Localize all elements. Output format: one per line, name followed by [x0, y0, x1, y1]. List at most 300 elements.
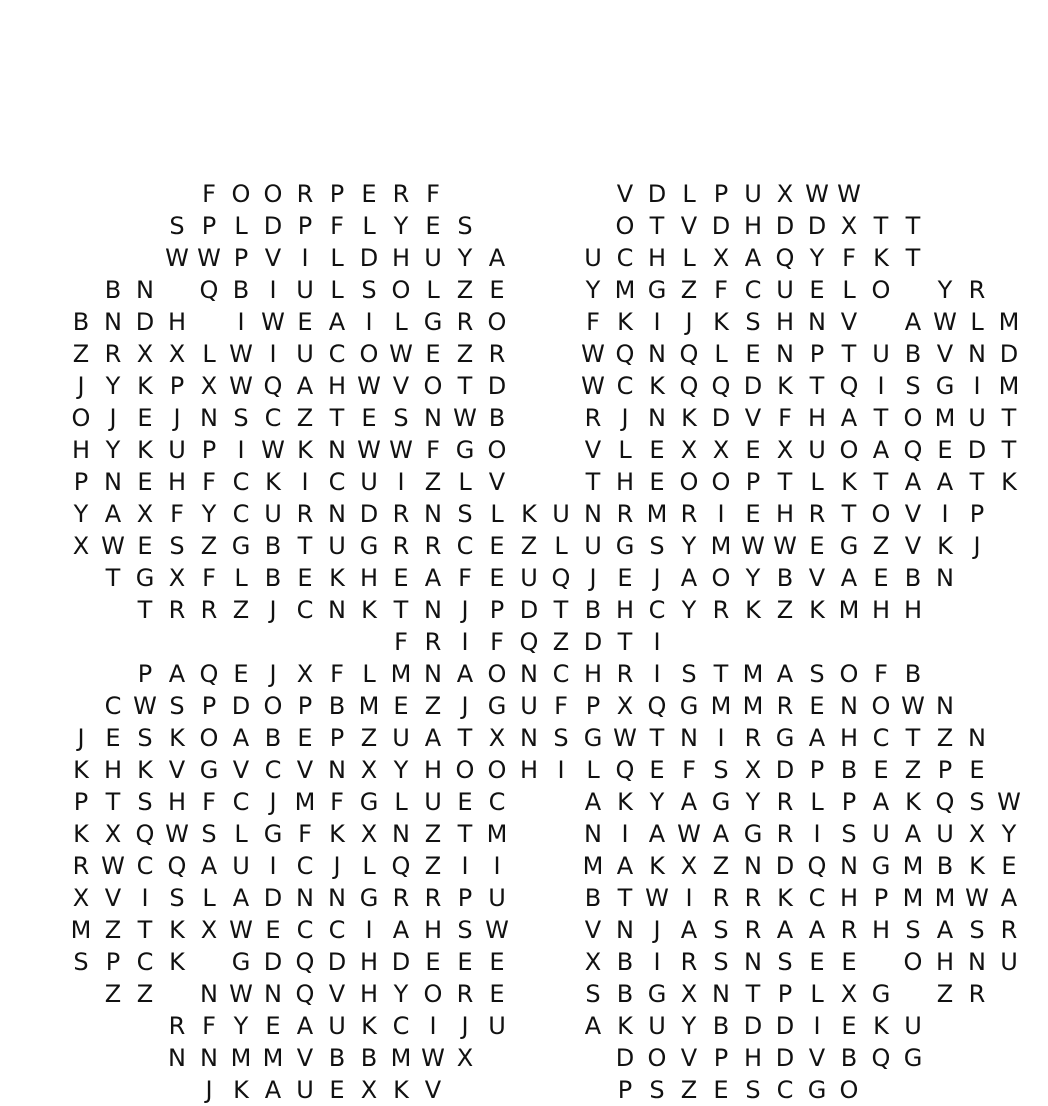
grid-letter[interactable]: A	[808, 916, 826, 944]
grid-letter[interactable]: H	[743, 1044, 763, 1072]
grid-letter[interactable]	[65, 178, 97, 210]
grid-letter[interactable]: P	[617, 1076, 633, 1104]
grid-letter[interactable]: K	[169, 724, 185, 752]
grid-letter[interactable]: D	[967, 436, 987, 464]
grid-letter[interactable]: W	[421, 1044, 445, 1072]
grid-letter[interactable]: E	[745, 436, 761, 464]
grid-letter[interactable]: E	[809, 532, 825, 560]
grid-letter[interactable]	[513, 818, 545, 850]
grid-letter[interactable]	[545, 306, 577, 338]
grid-letter[interactable]: Z	[552, 628, 570, 656]
grid-letter[interactable]	[545, 274, 577, 306]
grid-letter[interactable]	[577, 210, 609, 242]
grid-letter[interactable]: H	[167, 788, 187, 816]
grid-letter[interactable]: K	[361, 1012, 377, 1040]
grid-letter[interactable]	[897, 978, 929, 1010]
grid-letter[interactable]: T	[617, 628, 633, 656]
grid-letter[interactable]: C	[136, 852, 154, 880]
grid-letter[interactable]: E	[1001, 852, 1017, 880]
grid-letter[interactable]: I	[141, 884, 149, 912]
grid-letter[interactable]: G	[743, 820, 763, 848]
grid-letter[interactable]: N	[136, 276, 154, 304]
grid-letter[interactable]: Y	[681, 1012, 697, 1040]
grid-letter[interactable]: Z	[424, 692, 442, 720]
grid-letter[interactable]: L	[394, 308, 408, 336]
grid-letter[interactable]	[545, 978, 577, 1010]
grid-letter[interactable]	[129, 242, 161, 274]
grid-letter[interactable]: H	[167, 468, 187, 496]
grid-letter[interactable]	[513, 882, 545, 914]
grid-letter[interactable]: T	[905, 212, 921, 240]
grid-letter[interactable]: X	[712, 244, 730, 272]
grid-letter[interactable]: L	[554, 532, 568, 560]
grid-letter[interactable]: M	[582, 852, 604, 880]
grid-letter[interactable]: P	[841, 788, 857, 816]
grid-letter[interactable]: Z	[712, 852, 730, 880]
grid-letter[interactable]: Z	[872, 532, 890, 560]
grid-letter[interactable]: I	[621, 820, 629, 848]
grid-letter[interactable]: U	[872, 820, 890, 848]
grid-letter[interactable]: R	[296, 180, 314, 208]
grid-letter[interactable]: G	[615, 532, 635, 560]
grid-letter[interactable]: H	[775, 308, 795, 336]
grid-letter[interactable]: T	[457, 372, 473, 400]
grid-letter[interactable]: B	[776, 564, 794, 592]
grid-letter[interactable]	[865, 946, 897, 978]
grid-letter[interactable]: V	[808, 1044, 826, 1072]
grid-letter[interactable]: X	[744, 756, 762, 784]
grid-letter[interactable]: Q	[807, 852, 827, 880]
grid-letter[interactable]: O	[231, 180, 251, 208]
grid-letter[interactable]: T	[137, 916, 153, 944]
grid-letter[interactable]	[353, 626, 385, 658]
grid-letter[interactable]: T	[457, 820, 473, 848]
grid-letter[interactable]	[545, 402, 577, 434]
grid-letter[interactable]	[129, 626, 161, 658]
grid-letter[interactable]: Y	[457, 244, 473, 272]
grid-letter[interactable]: X	[136, 500, 154, 528]
grid-letter[interactable]	[545, 210, 577, 242]
grid-letter[interactable]: I	[461, 852, 469, 880]
grid-letter[interactable]: C	[808, 884, 826, 912]
grid-letter[interactable]	[129, 178, 161, 210]
grid-letter[interactable]	[513, 178, 545, 210]
grid-letter[interactable]: G	[903, 1044, 923, 1072]
grid-letter[interactable]: G	[231, 532, 251, 560]
grid-letter[interactable]: U	[296, 1076, 314, 1104]
grid-letter[interactable]: C	[328, 340, 346, 368]
grid-letter[interactable]: R	[168, 1012, 186, 1040]
grid-letter[interactable]: P	[457, 884, 473, 912]
grid-letter[interactable]: I	[237, 436, 245, 464]
grid-letter[interactable]: R	[392, 884, 410, 912]
grid-letter[interactable]: F	[202, 1012, 216, 1040]
grid-letter[interactable]: D	[647, 180, 667, 208]
grid-letter[interactable]: B	[584, 884, 602, 912]
grid-letter[interactable]: D	[743, 372, 763, 400]
grid-letter[interactable]: V	[584, 436, 602, 464]
grid-letter[interactable]: L	[714, 340, 728, 368]
grid-letter[interactable]	[97, 1042, 129, 1074]
grid-letter[interactable]: P	[713, 180, 729, 208]
grid-letter[interactable]: F	[874, 660, 888, 688]
grid-letter[interactable]	[865, 178, 897, 210]
grid-letter[interactable]: R	[168, 596, 186, 624]
grid-letter[interactable]: N	[808, 308, 826, 336]
grid-letter[interactable]: U	[328, 532, 346, 560]
grid-letter[interactable]: E	[873, 756, 889, 784]
grid-letter[interactable]: A	[776, 660, 794, 688]
grid-letter[interactable]: M	[390, 1044, 412, 1072]
grid-letter[interactable]: P	[73, 788, 89, 816]
grid-letter[interactable]: Q	[167, 852, 187, 880]
grid-letter[interactable]: A	[840, 404, 858, 432]
grid-letter[interactable]: R	[424, 884, 442, 912]
grid-letter[interactable]: O	[615, 212, 635, 240]
grid-letter[interactable]: V	[104, 884, 122, 912]
grid-letter[interactable]: O	[679, 468, 699, 496]
grid-letter[interactable]: E	[617, 564, 633, 592]
grid-letter[interactable]: H	[935, 948, 955, 976]
grid-letter[interactable]: W	[165, 244, 189, 272]
grid-letter[interactable]: N	[328, 436, 346, 464]
grid-letter[interactable]	[97, 1010, 129, 1042]
grid-letter[interactable]: B	[328, 692, 346, 720]
grid-letter[interactable]: O	[711, 564, 731, 592]
grid-letter[interactable]: K	[137, 436, 153, 464]
grid-letter[interactable]	[65, 594, 97, 626]
grid-letter[interactable]: E	[361, 180, 377, 208]
grid-letter[interactable]: F	[202, 180, 216, 208]
grid-letter[interactable]: P	[297, 692, 313, 720]
grid-letter[interactable]: Z	[936, 980, 954, 1008]
grid-letter[interactable]: D	[327, 948, 347, 976]
grid-letter[interactable]	[481, 210, 513, 242]
grid-letter[interactable]: D	[775, 1044, 795, 1072]
grid-letter[interactable]: R	[72, 852, 90, 880]
grid-letter[interactable]	[129, 1042, 161, 1074]
grid-letter[interactable]	[97, 242, 129, 274]
grid-letter[interactable]: L	[458, 468, 472, 496]
grid-letter[interactable]: D	[359, 500, 379, 528]
grid-letter[interactable]	[545, 850, 577, 882]
grid-letter[interactable]	[65, 274, 97, 306]
grid-letter[interactable]: Q	[679, 372, 699, 400]
grid-letter[interactable]: S	[169, 692, 185, 720]
grid-letter[interactable]: Q	[263, 372, 283, 400]
grid-letter[interactable]: W	[933, 308, 957, 336]
grid-letter[interactable]: N	[392, 820, 410, 848]
grid-letter[interactable]	[513, 434, 545, 466]
grid-letter[interactable]	[545, 914, 577, 946]
grid-letter[interactable]: Q	[135, 820, 155, 848]
grid-letter[interactable]	[257, 626, 289, 658]
grid-letter[interactable]: U	[776, 276, 794, 304]
grid-letter[interactable]: E	[425, 948, 441, 976]
grid-letter[interactable]: G	[359, 532, 379, 560]
grid-letter[interactable]: H	[615, 596, 635, 624]
grid-letter[interactable]	[97, 626, 129, 658]
grid-letter[interactable]: K	[393, 1076, 409, 1104]
grid-letter[interactable]: G	[807, 1076, 827, 1104]
grid-letter[interactable]: J	[621, 404, 629, 432]
grid-letter[interactable]: Z	[232, 596, 250, 624]
grid-letter[interactable]: K	[297, 436, 313, 464]
grid-letter[interactable]: H	[615, 468, 635, 496]
grid-letter[interactable]: R	[200, 596, 218, 624]
grid-letter[interactable]: X	[968, 820, 986, 848]
grid-letter[interactable]: Y	[585, 276, 601, 304]
grid-letter[interactable]: U	[488, 1012, 506, 1040]
grid-letter[interactable]: V	[680, 1044, 698, 1072]
grid-letter[interactable]: I	[397, 468, 405, 496]
grid-letter[interactable]: S	[713, 756, 729, 784]
grid-letter[interactable]	[545, 786, 577, 818]
grid-letter[interactable]: Y	[745, 788, 761, 816]
grid-letter[interactable]: A	[424, 564, 442, 592]
grid-letter[interactable]: S	[393, 404, 409, 432]
grid-letter[interactable]: S	[713, 916, 729, 944]
grid-letter[interactable]: H	[359, 948, 379, 976]
grid-letter[interactable]: N	[968, 948, 986, 976]
grid-letter[interactable]: D	[999, 340, 1019, 368]
grid-letter[interactable]: M	[390, 660, 412, 688]
grid-letter[interactable]: N	[648, 404, 666, 432]
grid-letter[interactable]: W	[357, 372, 381, 400]
grid-letter[interactable]: Y	[393, 212, 409, 240]
grid-letter[interactable]	[289, 626, 321, 658]
grid-letter[interactable]: U	[744, 180, 762, 208]
grid-letter[interactable]: L	[202, 884, 216, 912]
grid-letter[interactable]: B	[584, 596, 602, 624]
grid-letter[interactable]: V	[904, 532, 922, 560]
grid-letter[interactable]: X	[680, 852, 698, 880]
grid-letter[interactable]: O	[71, 404, 91, 432]
grid-letter[interactable]: G	[871, 980, 891, 1008]
grid-letter[interactable]: S	[809, 660, 825, 688]
grid-letter[interactable]: T	[1001, 404, 1017, 432]
grid-letter[interactable]: Z	[456, 276, 474, 304]
grid-letter[interactable]: T	[969, 468, 985, 496]
grid-letter[interactable]: A	[488, 244, 506, 272]
grid-letter[interactable]: V	[488, 468, 506, 496]
grid-letter[interactable]: S	[457, 916, 473, 944]
grid-letter[interactable]: R	[744, 724, 762, 752]
grid-letter[interactable]: E	[649, 468, 665, 496]
grid-letter[interactable]: W	[837, 180, 861, 208]
grid-letter[interactable]: L	[330, 244, 344, 272]
grid-letter[interactable]: G	[263, 820, 283, 848]
grid-letter[interactable]: O	[199, 724, 219, 752]
grid-letter[interactable]: Y	[809, 244, 825, 272]
grid-letter[interactable]: F	[458, 564, 472, 592]
grid-letter[interactable]: C	[328, 916, 346, 944]
grid-letter[interactable]: A	[840, 564, 858, 592]
grid-letter[interactable]: R	[296, 500, 314, 528]
grid-letter[interactable]: Q	[615, 756, 635, 784]
grid-letter[interactable]: R	[744, 884, 762, 912]
grid-letter[interactable]: E	[649, 436, 665, 464]
grid-letter[interactable]	[513, 402, 545, 434]
grid-letter[interactable]: S	[73, 948, 89, 976]
grid-letter[interactable]: O	[903, 948, 923, 976]
grid-letter[interactable]	[449, 178, 481, 210]
grid-letter[interactable]: P	[201, 436, 217, 464]
grid-letter[interactable]: V	[808, 564, 826, 592]
grid-letter[interactable]: G	[199, 756, 219, 784]
grid-letter[interactable]: A	[104, 500, 122, 528]
grid-letter[interactable]: R	[424, 628, 442, 656]
grid-letter[interactable]: G	[423, 308, 443, 336]
grid-letter[interactable]	[129, 210, 161, 242]
grid-letter[interactable]: Z	[424, 852, 442, 880]
grid-letter[interactable]: S	[777, 948, 793, 976]
grid-letter[interactable]: L	[682, 180, 696, 208]
grid-letter[interactable]: A	[904, 308, 922, 336]
grid-letter[interactable]: T	[297, 532, 313, 560]
grid-letter[interactable]	[513, 946, 545, 978]
grid-letter[interactable]: X	[776, 180, 794, 208]
grid-letter[interactable]	[929, 242, 961, 274]
grid-letter[interactable]	[545, 946, 577, 978]
grid-letter[interactable]: M	[486, 820, 508, 848]
grid-letter[interactable]: I	[429, 1012, 437, 1040]
grid-letter[interactable]: W	[453, 404, 477, 432]
grid-letter[interactable]	[161, 178, 193, 210]
grid-letter[interactable]: E	[297, 308, 313, 336]
grid-letter[interactable]: A	[456, 660, 474, 688]
grid-letter[interactable]	[513, 1074, 545, 1106]
grid-letter[interactable]: R	[680, 948, 698, 976]
grid-letter[interactable]: O	[871, 692, 891, 720]
grid-letter[interactable]: B	[712, 1012, 730, 1040]
grid-letter[interactable]: F	[490, 628, 504, 656]
grid-letter[interactable]: S	[649, 1076, 665, 1104]
grid-letter[interactable]: O	[487, 308, 507, 336]
grid-letter[interactable]: O	[487, 436, 507, 464]
grid-letter[interactable]	[545, 1010, 577, 1042]
grid-letter[interactable]: F	[202, 788, 216, 816]
grid-letter[interactable]: Y	[73, 500, 89, 528]
grid-letter[interactable]: C	[872, 724, 890, 752]
grid-letter[interactable]: N	[200, 980, 218, 1008]
grid-letter[interactable]: P	[329, 724, 345, 752]
grid-letter[interactable]: U	[904, 1012, 922, 1040]
grid-letter[interactable]: H	[871, 596, 891, 624]
grid-letter[interactable]: H	[775, 500, 795, 528]
grid-letter[interactable]: F	[426, 436, 440, 464]
grid-letter[interactable]: I	[461, 628, 469, 656]
grid-letter[interactable]: I	[653, 628, 661, 656]
grid-letter[interactable]	[193, 946, 225, 978]
grid-letter[interactable]	[897, 274, 929, 306]
grid-letter[interactable]: T	[713, 660, 729, 688]
grid-letter[interactable]: X	[840, 980, 858, 1008]
grid-letter[interactable]: K	[73, 820, 89, 848]
grid-letter[interactable]: K	[969, 852, 985, 880]
grid-letter[interactable]: E	[265, 916, 281, 944]
grid-letter[interactable]: S	[681, 660, 697, 688]
grid-letter[interactable]: D	[775, 756, 795, 784]
grid-letter[interactable]: N	[584, 820, 602, 848]
grid-letter[interactable]: O	[903, 404, 923, 432]
grid-letter[interactable]: Q	[839, 372, 859, 400]
grid-letter[interactable]	[97, 1074, 129, 1106]
grid-letter[interactable]: B	[232, 276, 250, 304]
grid-letter[interactable]: V	[392, 372, 410, 400]
grid-letter[interactable]: A	[264, 1076, 282, 1104]
grid-letter[interactable]: W	[645, 884, 669, 912]
grid-letter[interactable]: Y	[1001, 820, 1017, 848]
grid-letter[interactable]: I	[973, 372, 981, 400]
grid-letter[interactable]: E	[233, 660, 249, 688]
grid-letter[interactable]: C	[232, 788, 250, 816]
grid-letter[interactable]: W	[197, 244, 221, 272]
grid-letter[interactable]: A	[584, 1012, 602, 1040]
grid-letter[interactable]: S	[169, 212, 185, 240]
grid-letter[interactable]	[321, 626, 353, 658]
grid-letter[interactable]: I	[557, 756, 565, 784]
grid-letter[interactable]: J	[461, 692, 469, 720]
grid-letter[interactable]: C	[296, 852, 314, 880]
grid-letter[interactable]: M	[70, 916, 92, 944]
grid-letter[interactable]: X	[200, 372, 218, 400]
grid-letter[interactable]: M	[902, 884, 924, 912]
grid-letter[interactable]: T	[649, 724, 665, 752]
grid-letter[interactable]: S	[841, 820, 857, 848]
grid-letter[interactable]: V	[264, 244, 282, 272]
grid-letter[interactable]: P	[713, 1044, 729, 1072]
grid-letter[interactable]: H	[519, 756, 539, 784]
grid-letter[interactable]	[513, 338, 545, 370]
grid-letter[interactable]: T	[873, 212, 889, 240]
grid-letter[interactable]: R	[1000, 916, 1018, 944]
grid-letter[interactable]: M	[294, 788, 316, 816]
grid-letter[interactable]: L	[362, 660, 376, 688]
grid-letter[interactable]: O	[871, 276, 891, 304]
grid-letter[interactable]: R	[616, 500, 634, 528]
grid-letter[interactable]: P	[585, 692, 601, 720]
grid-letter[interactable]: S	[457, 500, 473, 528]
grid-letter[interactable]: D	[359, 244, 379, 272]
grid-letter[interactable]: S	[137, 788, 153, 816]
grid-letter[interactable]: N	[936, 692, 954, 720]
grid-letter[interactable]: I	[941, 500, 949, 528]
grid-letter[interactable]: O	[871, 500, 891, 528]
grid-letter[interactable]: J	[333, 852, 341, 880]
grid-letter[interactable]: N	[744, 852, 762, 880]
grid-letter[interactable]: O	[647, 1044, 667, 1072]
grid-letter[interactable]	[513, 466, 545, 498]
grid-letter[interactable]: Y	[233, 1012, 249, 1040]
grid-letter[interactable]: S	[745, 1076, 761, 1104]
grid-letter[interactable]: C	[328, 468, 346, 496]
grid-letter[interactable]: V	[744, 404, 762, 432]
grid-letter[interactable]: T	[841, 500, 857, 528]
grid-letter[interactable]: R	[616, 660, 634, 688]
grid-letter[interactable]	[545, 370, 577, 402]
grid-letter[interactable]	[513, 1042, 545, 1074]
grid-letter[interactable]: H	[359, 980, 379, 1008]
grid-letter[interactable]: E	[841, 1012, 857, 1040]
grid-letter[interactable]: V	[232, 756, 250, 784]
grid-letter[interactable]: X	[776, 436, 794, 464]
grid-letter[interactable]: M	[710, 692, 732, 720]
grid-letter[interactable]: A	[936, 916, 954, 944]
grid-letter[interactable]: E	[265, 1012, 281, 1040]
grid-letter[interactable]: F	[778, 404, 792, 432]
grid-letter[interactable]: Q	[615, 340, 635, 368]
